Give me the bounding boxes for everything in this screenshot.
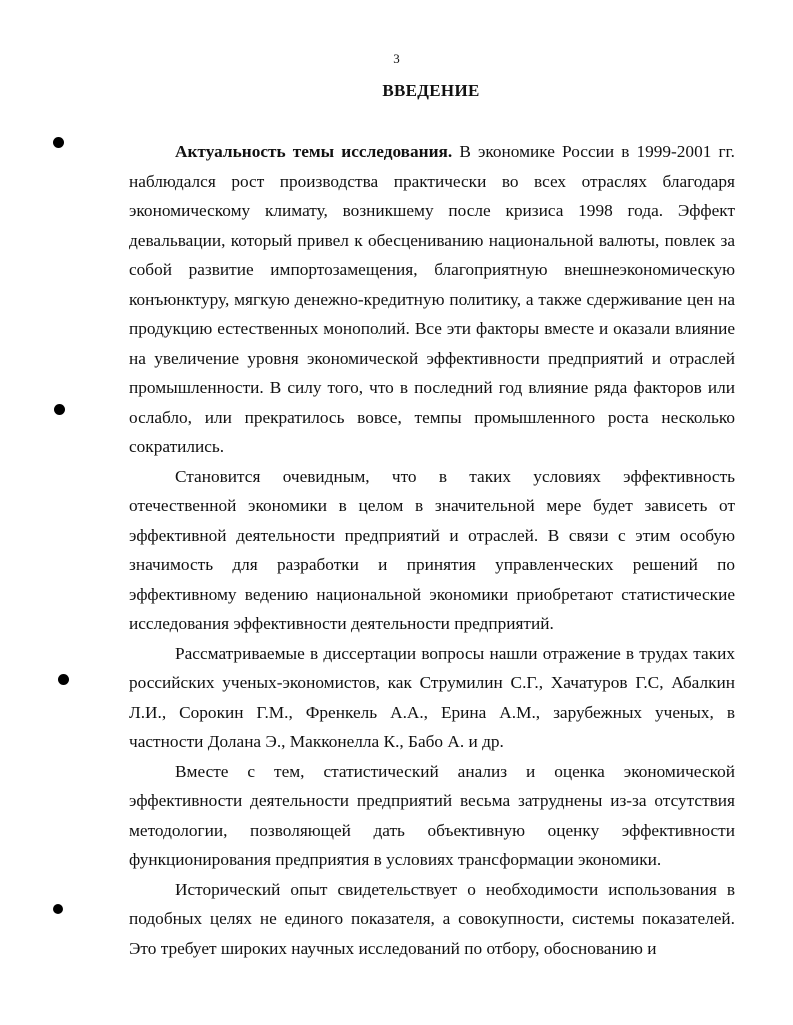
paragraph-efficiency: Становится очевидным, что в таких условиях эффективность отечественной экономики в целом в значительной мере будет зависеть от эффективной деятельности предприятий и отраслей. В связи с этим особую значимость для разработки и принятия управленческих решений по эффективному ведению национальной экономики приобретают статистические исследования эффективности деятельности предприятий. [129, 466, 735, 633]
punch-hole-1 [53, 137, 64, 148]
paragraph-text: В экономике России в 1999-2001 гг. наблюдался рост производства практически во всех отраслях благодаря экономическому климату, возникшему после кризиса 1998 года. Эффект девальвации, который привел к обесцениванию национальной валюты, повлек за собой развитие импортозамещения, благоприятную внешнеэкономическую конъюнктуру, мягкую денежно-кредитную политику, а также сдерживание цен на продукцию естественных монополий. Все эти факторы вместе и оказали влияние на увеличение уровня экономической эффективности предприятий и отраслей промышленности. В силу того, что в последний год влияние ряда факторов или ослабло, или прекратилось вовсе, темпы промышленного роста несколько сократились. [129, 142, 736, 456]
page-title: ВВЕДЕНИЕ [382, 81, 480, 100]
paragraph-lead: Актуальность темы исследования. [175, 142, 453, 161]
document-body [129, 137, 735, 963]
paragraph-methodology: Вместе с тем, статистический анализ и оценка экономической эффективности деятельности предприятий весьма затруднены из-за отсутствия методологии, позволяющей дать объективную оценку эффективности функционирования предприятия в условиях трансформации экономики. [129, 761, 735, 869]
page-number: 3 [393, 51, 400, 66]
punch-hole-4 [53, 904, 63, 914]
paragraph-relevance [129, 137, 735, 462]
paragraph-historical: Исторический опыт свидетельствует о необходимости использования в подобных целях не единого показателя, а совокупности, системы показателей. Это требует широких научных исследований по отбору, обоснованию и [129, 879, 735, 958]
punch-hole-2 [54, 404, 65, 415]
paragraph-scholars: Рассматриваемые в диссертации вопросы нашли отражение в трудах таких российских ученых-экономистов, как Струмилин С.Г., Хачатуров Г.С, Абалкин Л.И., Сорокин Г.М., Френкель А.А., Ерина А.М., зарубежных ученых, в частности Долана Э., Макконелла К., Бабо А. и др. [129, 643, 735, 751]
punch-hole-3 [58, 674, 69, 685]
